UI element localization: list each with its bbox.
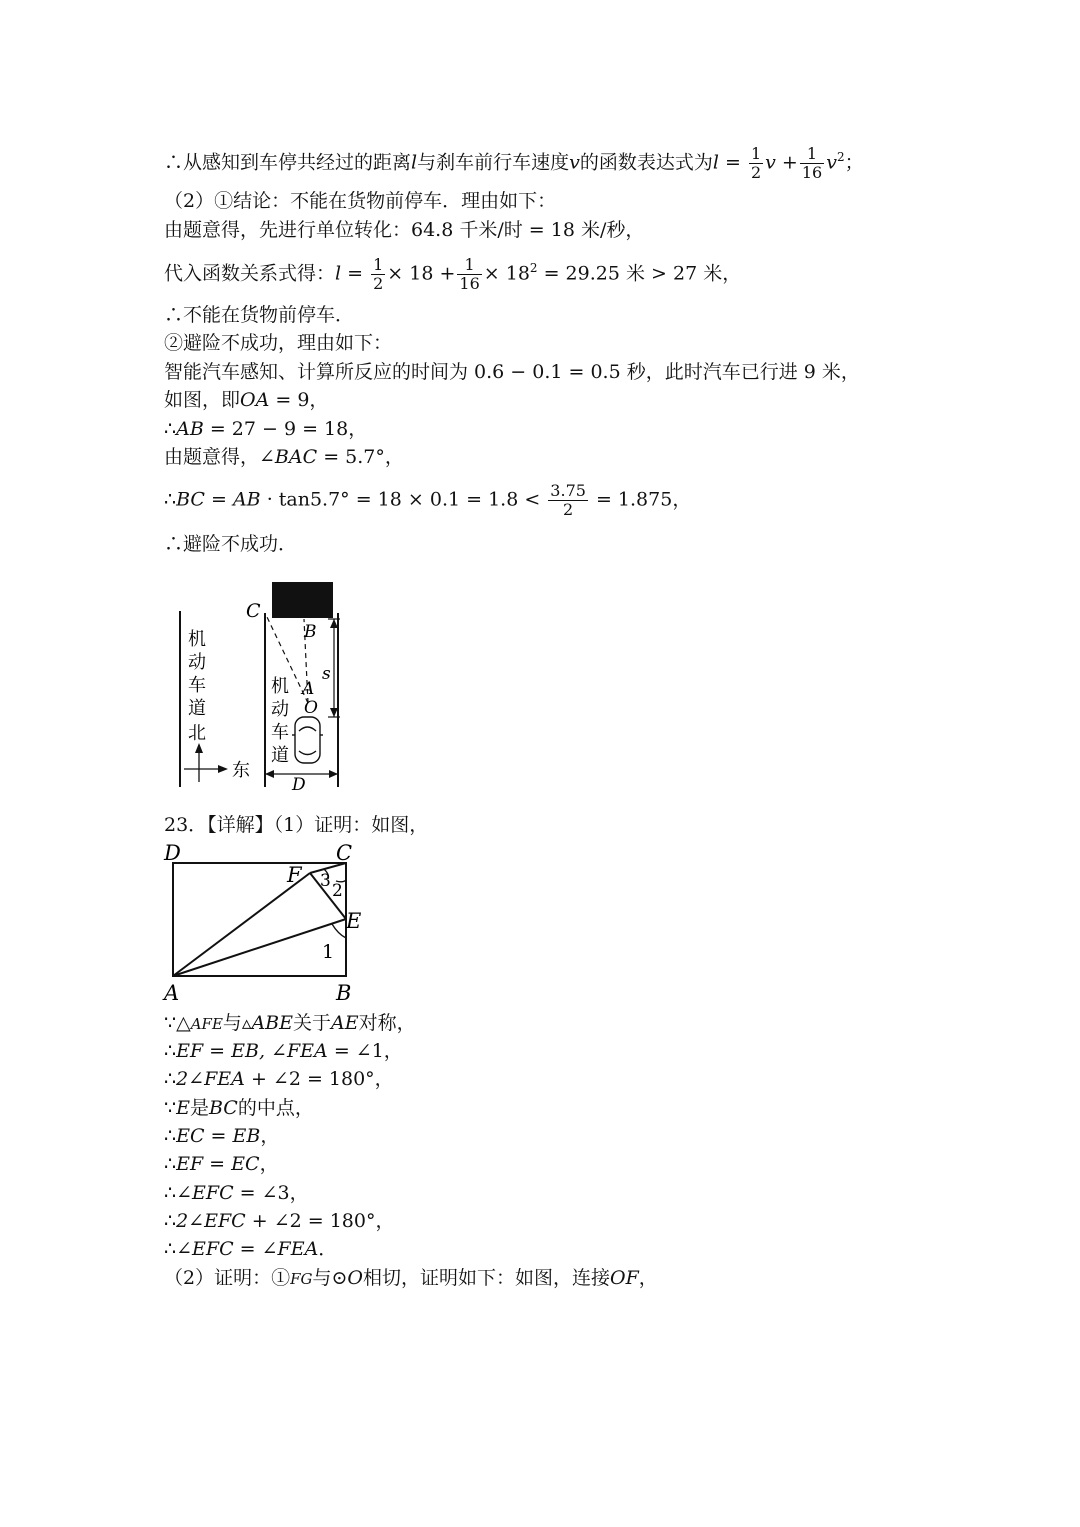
left-lane-char-3: 车 — [188, 675, 206, 696]
equation: × 18 — [483, 262, 530, 285]
segment-AE — [173, 919, 346, 976]
label-3: 3 — [320, 871, 331, 891]
text-line-9 — [164, 418, 367, 440]
text-segment: ∴ — [164, 1040, 177, 1062]
arrow-up — [330, 619, 338, 628]
text-segment: 如图，即 — [164, 389, 241, 411]
text-segment: = 5.7°， — [323, 446, 404, 468]
compass-east-arrow-icon — [218, 765, 228, 773]
text-segment: = 29.25 米 > 27 米， — [543, 262, 742, 285]
equation: OF — [610, 1267, 639, 1289]
arrow-down — [330, 708, 338, 717]
left-lane-char-5: 北 — [188, 723, 206, 744]
var-l: l — [411, 151, 418, 174]
denominator: 2 — [548, 500, 588, 519]
text-segment: ∴ — [164, 1182, 177, 1204]
exponent: 2 — [836, 150, 845, 165]
text-segment: 与刹车前行车速度 — [417, 151, 570, 174]
right-lane-char-4: 道 — [271, 745, 289, 766]
text-segment: = ∠3， — [239, 1182, 309, 1204]
car-icon — [292, 717, 323, 763]
equation: v — [826, 151, 837, 174]
text-segment: ∴从感知到车停共经过的距离 — [164, 151, 412, 174]
equation: AB — [176, 418, 204, 440]
text-segment: ． — [318, 1238, 338, 1260]
fraction-1-2 — [749, 145, 763, 182]
var-v: v — [569, 151, 580, 174]
text-line-12: ∴避险不成功． — [164, 533, 298, 555]
denominator: 16 — [459, 274, 480, 293]
text-line-1 — [164, 145, 864, 182]
equation: BC = AB — [176, 488, 261, 511]
equation: l = — [712, 151, 741, 174]
text-line-18 — [164, 1125, 279, 1147]
label-F: F — [287, 863, 302, 887]
equation: · tan5.7° = 18 × 0.1 = 1.8 < — [266, 488, 541, 511]
label-B: B — [336, 981, 352, 1005]
text-segment: ∴ — [164, 1210, 177, 1232]
equation: v + — [765, 151, 798, 174]
equation: BC — [208, 1097, 238, 1119]
denominator: 2 — [373, 274, 384, 293]
label-east: 东 — [232, 760, 250, 781]
text-line-16 — [164, 1068, 394, 1090]
numerator: 1 — [750, 144, 762, 163]
segment-AF — [173, 873, 310, 976]
label-A: A — [164, 981, 180, 1005]
equation: O — [347, 1267, 363, 1289]
denominator: 16 — [801, 163, 823, 182]
equation: EF = EC — [176, 1153, 260, 1175]
text-segment: = ∠1， — [333, 1040, 403, 1062]
text-segment: 的中点， — [237, 1097, 314, 1119]
right-lane-char-3: 车 — [271, 722, 289, 743]
denominator: 2 — [750, 163, 762, 182]
text-line-3: 由题意得，先进行单位转化：64.8 千米/时 = 18 米/秒， — [164, 219, 645, 241]
text-segment: 对称， — [358, 1012, 416, 1034]
text-segment: ∴ — [164, 1125, 177, 1147]
equation: ∠EFC = ∠FEA — [176, 1238, 319, 1260]
text-segment: ∴ — [164, 1238, 177, 1260]
text-line-5: ∴不能在货物前停车． — [164, 304, 355, 326]
right-lane-char-2: 动 — [271, 699, 289, 720]
text-segment: = 27 − 9 = 18， — [209, 418, 368, 440]
text-segment: 与⊙ — [312, 1267, 348, 1289]
text-line-20 — [164, 1182, 309, 1204]
equation: 2∠EFC — [176, 1210, 246, 1232]
equation: ABE — [251, 1012, 294, 1034]
road-diagram — [170, 575, 370, 795]
equation: FG — [290, 1270, 313, 1288]
equation: AFE — [190, 1015, 223, 1033]
text-line-13: 23．【详解】（1）证明：如图， — [164, 814, 429, 836]
label-E: E — [346, 909, 362, 933]
left-lane-char-2: 动 — [188, 652, 206, 673]
equation: ∠EFC — [176, 1182, 234, 1204]
text-segment: ， — [260, 1125, 280, 1147]
label-C: C — [246, 600, 261, 622]
text-line-19 — [164, 1153, 279, 1175]
text-segment: ∵△ — [164, 1012, 191, 1034]
label-s: s — [322, 664, 331, 684]
text-segment: ∴ — [164, 488, 177, 511]
compass-north-arrow-icon — [195, 743, 203, 753]
text-segment: ∴ — [164, 1068, 177, 1090]
text-line-22 — [164, 1238, 337, 1260]
text-segment: + ∠2 = 180°， — [250, 1068, 394, 1090]
arrow-right — [329, 770, 338, 778]
text-segment: 代入函数关系式得： — [164, 262, 336, 285]
numerator: 3.75 — [550, 481, 586, 500]
text-line-17 — [164, 1097, 314, 1119]
equation: EF = EB, ∠FEA — [176, 1040, 328, 1062]
text-segment: 的函数表达式为 — [579, 151, 713, 174]
fraction-1-16 — [457, 256, 481, 293]
text-line-2: （2）①结论：不能在货物前停车．理由如下： — [164, 190, 557, 212]
equation: OA — [240, 389, 270, 411]
label-B: B — [304, 622, 317, 642]
exponent: 2 — [529, 261, 538, 276]
text-line-23 — [164, 1267, 658, 1290]
text-segment: ， — [259, 1153, 279, 1175]
text-segment: = 1.875， — [595, 488, 692, 511]
text-line-7: 智能汽车感知、计算所反应的时间为 0.6 − 0.1 = 0.5 秒，此时汽车已行进 9 米， — [164, 361, 860, 383]
equation: 2∠FEA — [176, 1068, 245, 1090]
equation: ∠BAC — [259, 446, 318, 468]
equation: EC = EB — [176, 1125, 261, 1147]
text-segment: 相切，证明如下：如图，连接 — [362, 1267, 610, 1289]
text-segment: （2）证明：① — [164, 1267, 291, 1289]
text-line-6: ②避险不成功，理由如下： — [164, 332, 393, 354]
text-segment: 关于 — [293, 1012, 332, 1034]
label-1: 1 — [322, 941, 335, 963]
equation: l = — [335, 262, 364, 285]
label-A: A — [302, 679, 315, 699]
left-lane-char-4: 道 — [188, 698, 206, 719]
fraction-1-16 — [800, 145, 824, 182]
text-segment: + ∠2 = 180°， — [251, 1210, 395, 1232]
text-line-14 — [164, 1012, 416, 1035]
label-D: D — [292, 775, 306, 795]
text-segment: 是 — [189, 1097, 209, 1119]
angle-arc-1 — [332, 924, 346, 938]
text-segment: ∵ — [164, 1097, 177, 1119]
text-line-21 — [164, 1210, 394, 1232]
right-lane-char-1: 机 — [271, 676, 289, 697]
equation: AE — [331, 1012, 359, 1034]
text-line-8 — [164, 389, 328, 411]
label-O: O — [304, 698, 318, 718]
label-2: 2 — [332, 881, 343, 901]
fraction-1-2 — [371, 256, 385, 293]
text-line-11 — [164, 482, 691, 519]
text-line-4 — [164, 256, 741, 293]
text-line-15 — [164, 1040, 403, 1062]
rectangle-diagram — [160, 838, 380, 1008]
equation: E — [176, 1097, 190, 1119]
numerator: 1 — [464, 255, 475, 274]
left-lane-char-1: 机 — [188, 629, 206, 650]
label-C: C — [336, 841, 353, 865]
text-segment: 由题意得， — [164, 446, 260, 468]
equation: × 18 + — [387, 262, 456, 285]
label-D: D — [164, 841, 181, 865]
cargo-block — [272, 582, 333, 618]
text-segment: = 9， — [275, 389, 329, 411]
text-segment: ∴ — [164, 1153, 177, 1175]
text-segment: 与▵ — [222, 1012, 252, 1034]
text-line-10 — [164, 446, 404, 468]
text-segment: ∴ — [164, 418, 177, 440]
text-segment: ， — [638, 1267, 658, 1289]
text-segment: ； — [844, 151, 864, 174]
fraction-3-75-over-2 — [548, 482, 588, 519]
numerator: 1 — [373, 255, 384, 274]
numerator: 1 — [806, 144, 818, 163]
arrow-left — [265, 770, 274, 778]
